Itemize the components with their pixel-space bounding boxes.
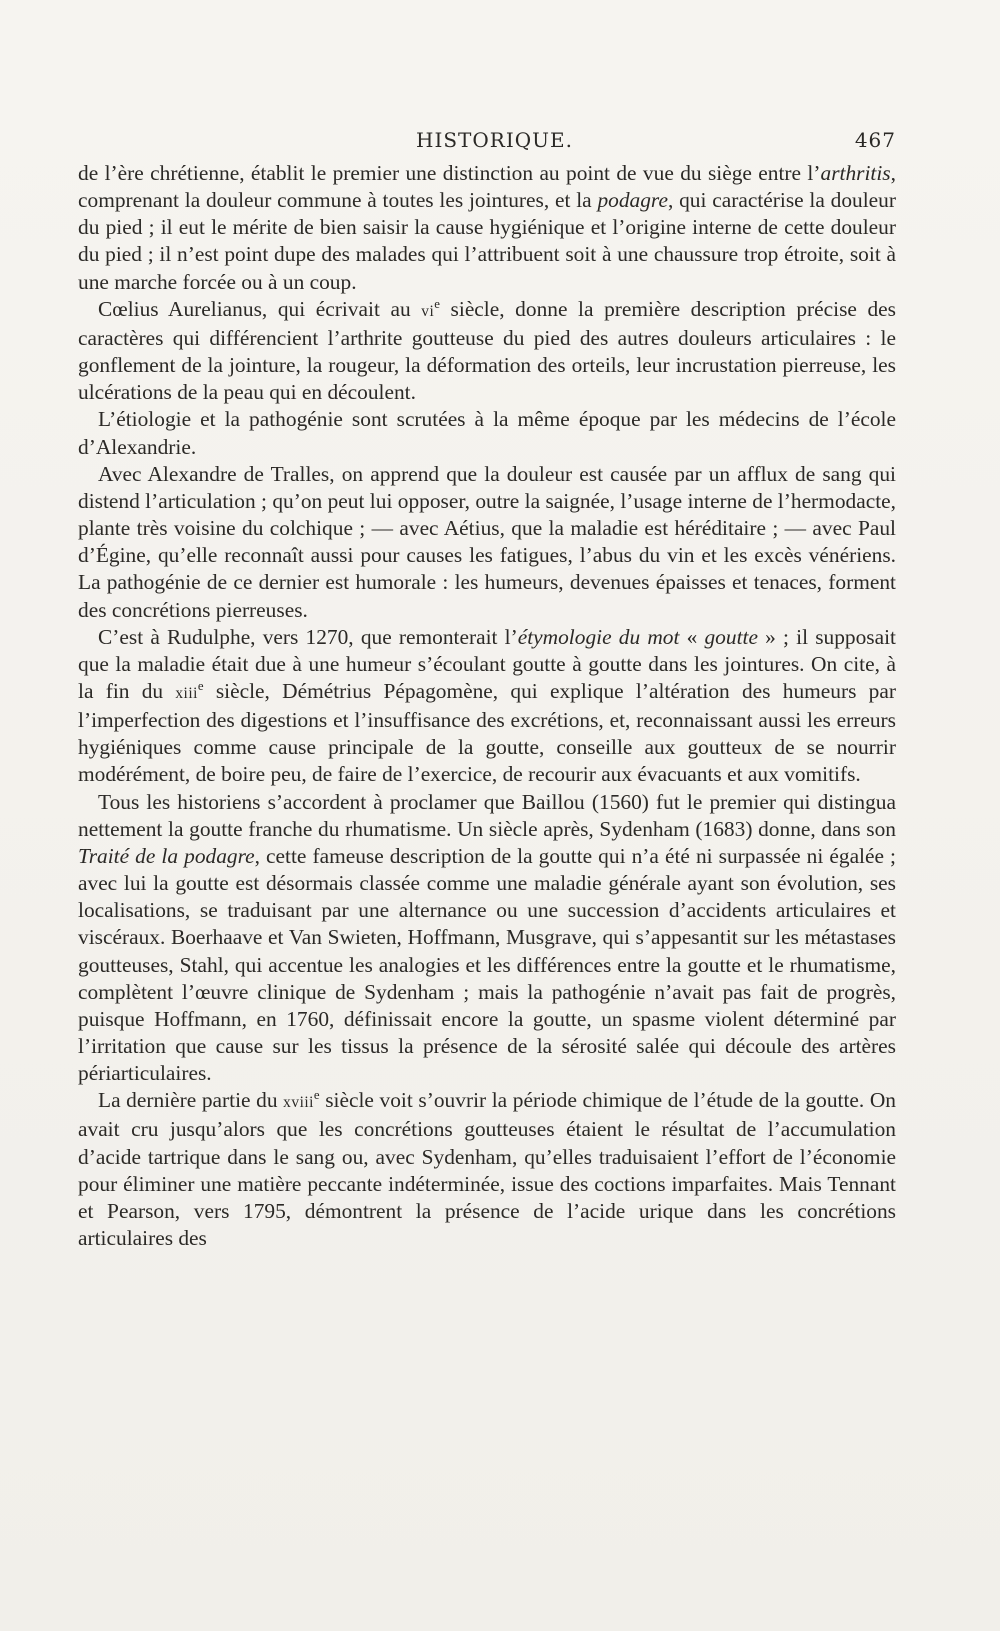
- paragraph-5: [78, 624, 896, 789]
- century-numeral: vi: [421, 302, 435, 320]
- text-run: , comprenant la douleur commune à toutes les jointures, et la: [78, 161, 896, 213]
- paragraph-3: L’étiologie et la pathogénie sont scrutées à la même époque par les médecins de l’école d’Alexandrie.: [78, 407, 896, 459]
- paragraph-4: Avec Alexandre de Tralles, on apprend que la douleur est causée par un afflux de sang qui distend l’articulation ; qu’on peut lui opposer, outre la saignée, l’usage interne de l’hermodacte, plante très voisine du colchique ; — avec Aétius, que la maladie est héréditaire ; — avec Paul d’Égine, qu’elle reconnaît aussi pour causes les fatigues, l’abus du vin et les excès vénériens. La pathogénie de ce dernier est humorale : les humeurs, devenues épaisses et tenaces, forment des concrétions pierreuses.: [78, 461, 896, 622]
- paragraph-1: [78, 160, 896, 296]
- text-run: de l’ère chrétienne, établit le premier une distinction au point de vue du siège entre l’: [78, 161, 821, 185]
- running-title: HISTORIQUE.: [416, 128, 573, 152]
- running-header: [78, 128, 896, 158]
- book-title: Traité de la podagre: [78, 843, 255, 868]
- italic-term: podagre: [597, 188, 668, 213]
- text-run: siècle, Démétrius Pépagomène, qui explique l’altération des humeurs par l’imperfection des digestions et l’insuffisance des excrétions, et, reconnaissant aussi les erreurs hygiéniques comme cause principale de la goutte, conseille aux goutteux de se nourrir modérément, de boire peu, de faire de l’exercice, de recourir aux évacuants et aux vomitifs.: [78, 678, 896, 787]
- ordinal-superscript: e: [434, 296, 440, 311]
- paragraph-6: [78, 789, 896, 1088]
- text-run: «: [679, 624, 705, 649]
- century-numeral: xviii: [283, 1094, 314, 1112]
- italic-term: étymologie du mot: [517, 624, 680, 649]
- page-number: 467: [854, 128, 896, 152]
- body-text: [78, 160, 896, 1252]
- century-numeral: xiii: [175, 684, 198, 702]
- text-run: siècle voit s’ouvrir la période chimique de l’étude de la goutte. On avait cru jusqu’alors que les concrétions goutteuses étaient le résultat de l’accumulation d’acide tartrique dans le sang ou, avec Sydenham, qu’elles traduisaient l’effort de l’économie pour éliminer une matière peccante indéterminée, issue des coctions imparfaites. Mais Tennant et Pearson, vers 1795, démontrent la présence de l’acide urique dans les concrétions articulaires des: [78, 1088, 896, 1251]
- text-run: , cette fameuse description de la goutte qui n’a été ni surpassée ni égalée ; avec lui la goutte est désormais classée comme une maladie générale ayant son évolution, ses localisations, se traduisant par une alternance ou une succession d’accidents articulaires et viscéraux. Boerhaave et Van Swieten, Hoffmann, Musgrave, qui s’appesantit sur les métastases goutteuses, Stahl, qui accentue les analogies et les différences entre la goutte et le rhumatisme, complètent l’œuvre clinique de Sydenham ; mais la pathogénie n’avait pas fait de progrès, puisque Hoffmann, en 1760, définissait encore la goutte, un spasme violent déterminé par l’irritation que cause sur les tissus la présence de la sérosité salée qui découle des artères périarticulaires.: [78, 843, 896, 1086]
- text-run: , qui caractérise la douleur du pied ; il eut le mérite de bien saisir la cause hygiénique et l’origine interne de cette douleur du pied ; il n’est point dupe des malades qui l’attribuent soit à une chaussure trop étroite, soit à une marche forcée ou à un coup.: [78, 188, 896, 294]
- text-run: Tous les historiens s’accordent à proclamer que Baillou (1560) fut le premier qui distingua nettement la goutte franche du rhumatisme. Un siècle après, Sydenham (1683) donne, dans son: [78, 789, 896, 841]
- ordinal-superscript: e: [197, 678, 204, 693]
- italic-term: arthritis: [820, 161, 891, 185]
- text-run: » ; il supposait que la maladie était due à une humeur s’écoulant goutte à goutte dans les jointures. On cite, à la fin du: [78, 624, 896, 703]
- text-run: siècle, donne la première description précise des caractères qui différencient l’arthrite goutteuse du pied des autres douleurs articulaires : le gonflement de la jointure, la rougeur, la déformation des orteils, leur incrustation pierreuse, les ulcérations de la peau qui en découlent.: [78, 296, 896, 405]
- italic-term: goutte: [704, 624, 758, 649]
- text-run: La dernière partie du: [98, 1088, 284, 1113]
- text-run: C’est à Rudulphe, vers 1270, que remonterait l’: [98, 624, 518, 649]
- ordinal-superscript: e: [313, 1088, 320, 1103]
- paragraph-2: [78, 296, 896, 407]
- text-run: Cœlius Aurelianus, qui écrivait au: [98, 296, 422, 321]
- paragraph-7: [78, 1087, 896, 1252]
